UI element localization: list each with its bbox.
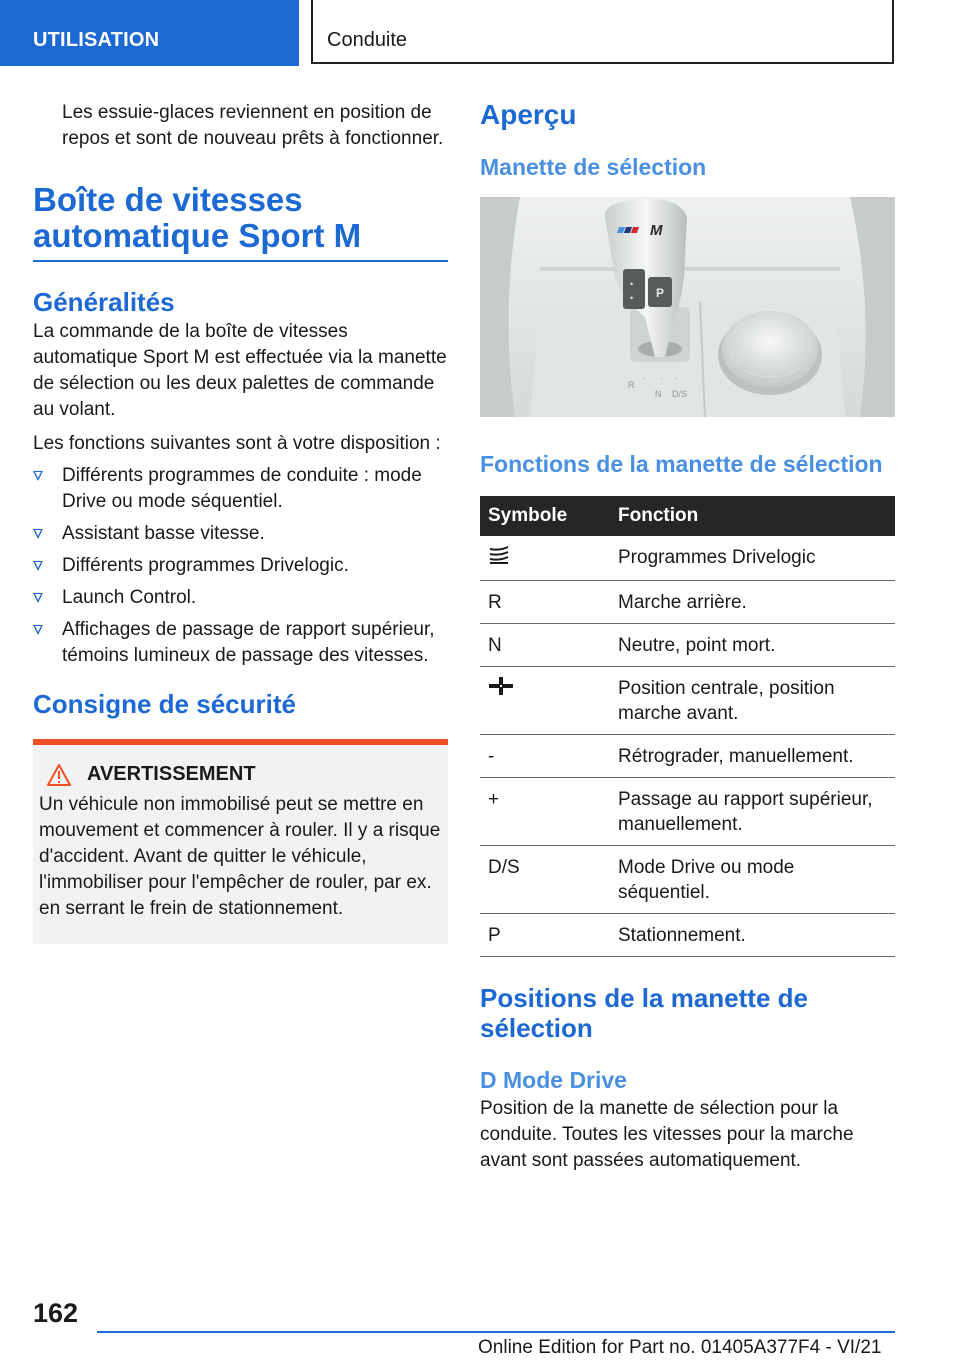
table-row	[480, 735, 895, 778]
function-cell: Marche arrière.	[610, 581, 895, 624]
center-position-icon	[488, 676, 514, 696]
list-item: Assistant basse vitesse.	[33, 521, 448, 547]
list-item: Différents programmes de conduite : mode Drive ou mode séquentiel.	[33, 463, 448, 515]
symbol-cell: R	[480, 581, 610, 624]
drive-mode-paragraph: Position de la manette de sélection pour la conduite. Toutes les vitesses pour la marche avant sont passées automatiquement.	[480, 1098, 854, 1171]
chapter-tab	[311, 0, 894, 64]
page-header	[0, 0, 960, 66]
svg-text:·: ·	[675, 373, 678, 383]
column-header-function: Fonction	[610, 496, 895, 536]
table-row	[480, 778, 895, 846]
main-title-line1: Boîte de vitesses	[33, 181, 303, 218]
table-row	[480, 846, 895, 914]
edition-label: Online Edition for Part no. 01405A377F4 - VI/21	[478, 1337, 882, 1358]
main-title	[33, 182, 448, 262]
bullet-triangle-icon	[33, 529, 43, 539]
bullet-triangle-icon	[33, 625, 43, 635]
overview-heading: Aperçu	[480, 99, 577, 130]
drive-mode-heading: D Mode Drive	[480, 1067, 627, 1093]
table-row	[480, 536, 895, 581]
function-cell: Stationnement.	[610, 914, 895, 957]
features-list	[33, 463, 448, 669]
function-cell: Passage au rapport supérieur, manuellement.	[610, 778, 895, 846]
section-label: UTILISATION	[33, 29, 160, 51]
warning-title-text: AVERTISSEMENT	[87, 763, 256, 785]
svg-text:R: R	[628, 380, 635, 390]
intro-paragraph: Les essuie-glaces reviennent en position de repos et sont de nouveau prêts à fonctionner.	[62, 102, 444, 149]
selector-lever-photo	[480, 197, 895, 417]
function-cell: Position centrale, position marche avant.	[610, 667, 895, 735]
selector-heading: Manette de sélection	[480, 154, 707, 180]
svg-text:·: ·	[643, 373, 646, 383]
right-column	[480, 100, 895, 1174]
svg-text:D/S: D/S	[672, 389, 688, 399]
footer-rule	[97, 1331, 895, 1333]
safety-heading: Consigne de sécurité	[33, 689, 296, 719]
symbol-cell: N	[480, 624, 610, 667]
list-item: Affichages de passage de rapport supérieur, témoins lumineux de passage des vitesses.	[33, 617, 448, 669]
function-cell: Mode Drive ou mode séquentiel.	[610, 846, 895, 914]
list-item: Launch Control.	[33, 585, 448, 611]
bullet-triangle-icon	[33, 471, 43, 481]
symbol-cell	[480, 536, 610, 581]
table-row	[480, 624, 895, 667]
function-cell: Programmes Drivelogic	[610, 536, 895, 581]
warning-text: Un véhicule non immobilisé peut se mettre en mouvement et commencer à rouler. Il y a risque d'accident. Avant de quitter le véhicule, l'immobiliser pour l'empêcher de rouler, par ex. en serrant le frein de stationnement.	[39, 794, 441, 919]
section-tab	[0, 0, 299, 66]
svg-text:N: N	[655, 389, 662, 399]
warning-title	[39, 763, 442, 786]
symbol-cell: D/S	[480, 846, 610, 914]
general-paragraph-2: Les fonctions suivantes sont à votre disposition :	[33, 433, 441, 454]
svg-text:P: P	[656, 286, 665, 300]
page-number: 162	[33, 1298, 79, 1328]
main-title-line2: automatique Sport M	[33, 217, 362, 254]
drivelogic-icon	[488, 545, 510, 565]
table-row	[480, 914, 895, 957]
column-header-symbol: Symbole	[480, 496, 610, 536]
symbol-cell: -	[480, 735, 610, 778]
bullet-triangle-icon	[33, 593, 43, 603]
left-column	[33, 100, 448, 944]
symbol-cell: P	[480, 914, 610, 957]
positions-heading: Positions de la manette de sélection	[480, 983, 808, 1043]
table-row	[480, 667, 895, 735]
table-row	[480, 581, 895, 624]
warning-box	[33, 739, 448, 944]
svg-text:·: ·	[660, 373, 663, 383]
chapter-label: Conduite	[327, 29, 408, 51]
general-paragraph-1: La commande de la boîte de vitesses automatique Sport M est effectuée via la manette de sélection ou les deux palettes de commande au volant.	[33, 321, 447, 420]
functions-table	[480, 496, 895, 957]
bullet-triangle-icon	[33, 561, 43, 571]
list-item: Différents programmes Drivelogic.	[33, 553, 448, 579]
table-header-row	[480, 496, 895, 536]
warning-triangle-icon	[47, 764, 71, 786]
function-cell: Neutre, point mort.	[610, 624, 895, 667]
gear-selector-illustration	[480, 197, 895, 417]
symbol-cell: +	[480, 778, 610, 846]
function-cell: Rétrograder, manuellement.	[610, 735, 895, 778]
functions-heading: Fonctions de la manette de sélection	[480, 451, 883, 477]
general-heading: Généralités	[33, 287, 175, 317]
symbol-cell	[480, 667, 610, 735]
svg-text:•: •	[630, 293, 634, 303]
svg-text:M: M	[650, 222, 663, 239]
svg-text:•: •	[630, 279, 634, 289]
